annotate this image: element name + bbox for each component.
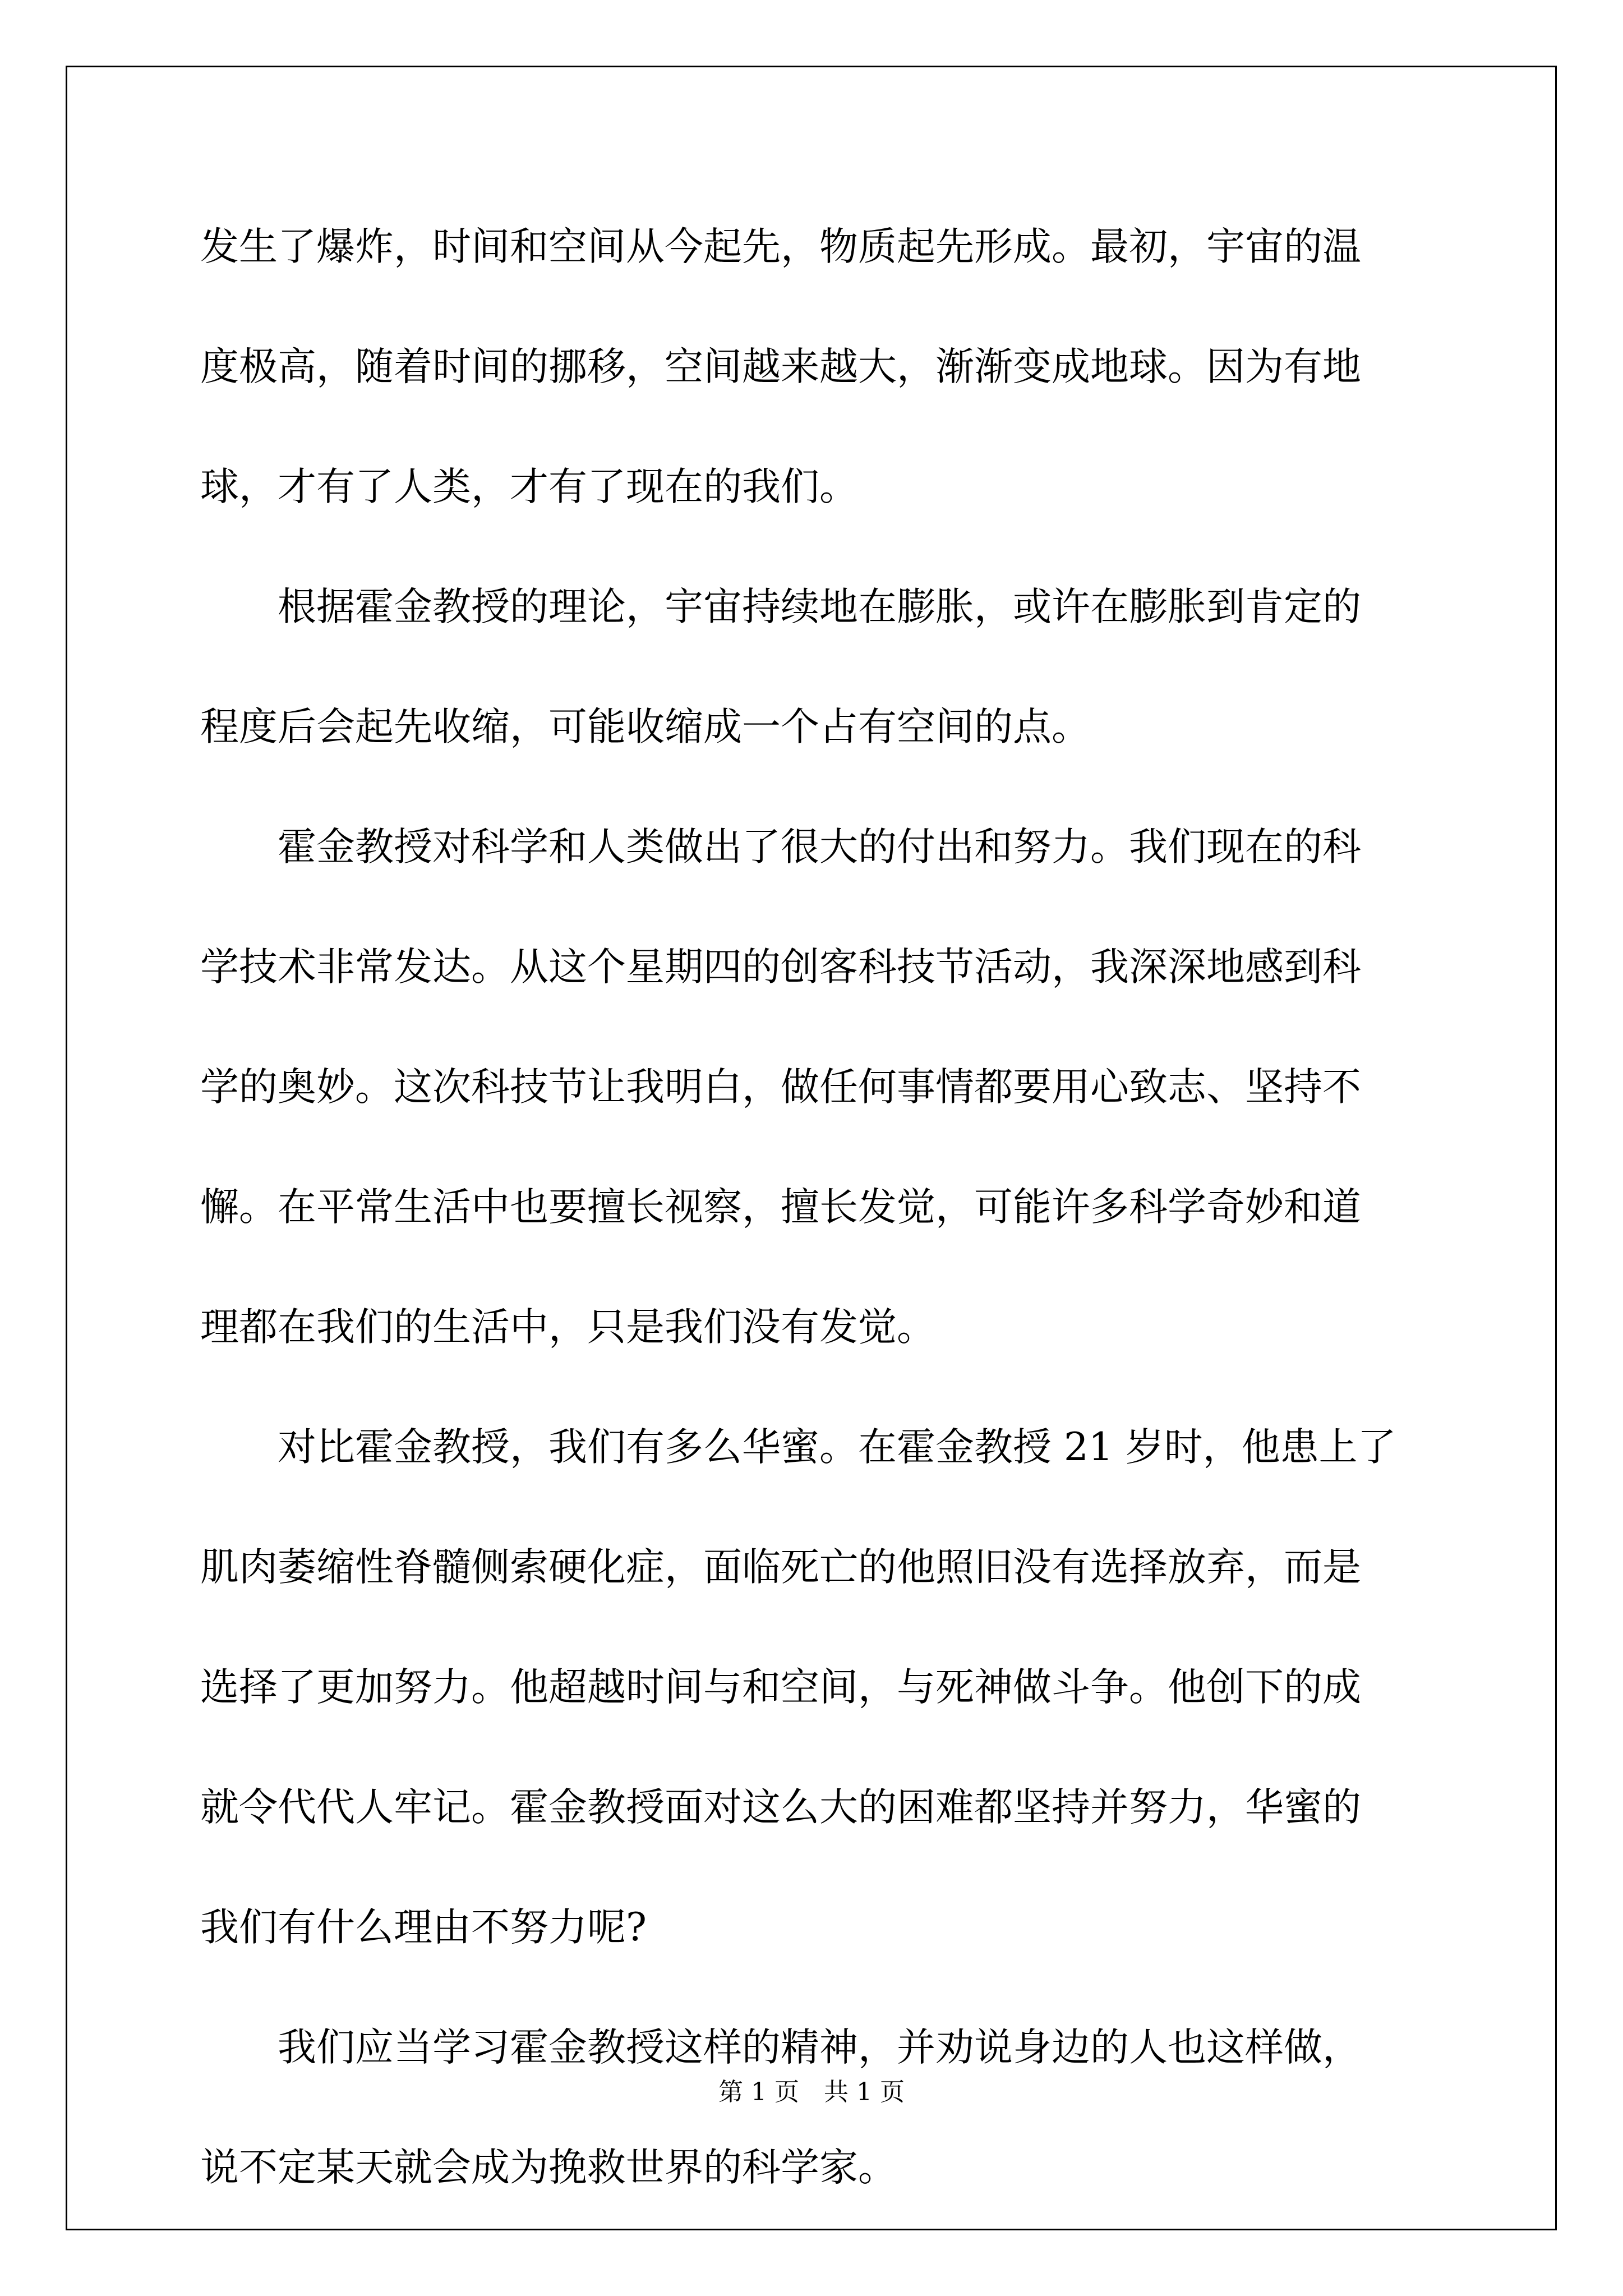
text-line: 根据霍金教授的理论，宇宙持续地在膨胀，或许在膨胀到肯定的 [278,585,1361,629]
text-line: 我们应当学习霍金教授这样的精神，并劝说身边的人也这样做， [278,2025,1361,2070]
text-line: 学的奥妙。这次科技节让我明白，做任何事情都要用心致志、坚持不 [200,1065,1361,1110]
text-line: 度极高，随着时间的挪移，空间越来越大，渐渐变成地球。因为有地 [200,344,1361,389]
text-line: 霍金教授对科学和人类做出了很大的付出和努力。我们现在的科 [278,825,1361,869]
text-line: 球，才有了人类，才有了现在的我们。 [200,464,858,509]
page-footer: 第 1 页 共 1 页 [718,2078,905,2106]
text-line: 肌肉萎缩性脊髓侧索硬化症，面临死亡的他照旧没有选择放弃，而是 [200,1545,1361,1590]
text-line: 学技术非常发达。从这个星期四的创客科技节活动，我深深地感到科 [200,945,1361,990]
text-line: 对比霍金教授，我们有多么华蜜。在霍金教授 21 岁时，他患上了 [278,1425,1396,1470]
text-line: 说不定某天就会成为挽救世界的科学家。 [200,2145,897,2190]
text-line: 发生了爆炸，时间和空间从今起先，物质起先形成。最初，宇宙的温 [200,224,1361,269]
text-line: 懈。在平常生活中也要擅长视察，擅长发觉，可能许多科学奇妙和道 [200,1185,1361,1230]
text-line: 我们有什么理由不努力呢? [200,1905,647,1950]
text-line: 理都在我们的生活中，只是我们没有发觉。 [200,1305,935,1350]
text-line: 就令代代人牢记。霍金教授面对这么大的困难都坚持并努力，华蜜的 [200,1785,1361,1830]
text-line: 程度后会起先收缩，可能收缩成一个占有空间的点。 [200,705,1090,749]
text-line: 选择了更加努力。他超越时间与和空间，与死神做斗争。他创下的成 [200,1665,1361,1710]
